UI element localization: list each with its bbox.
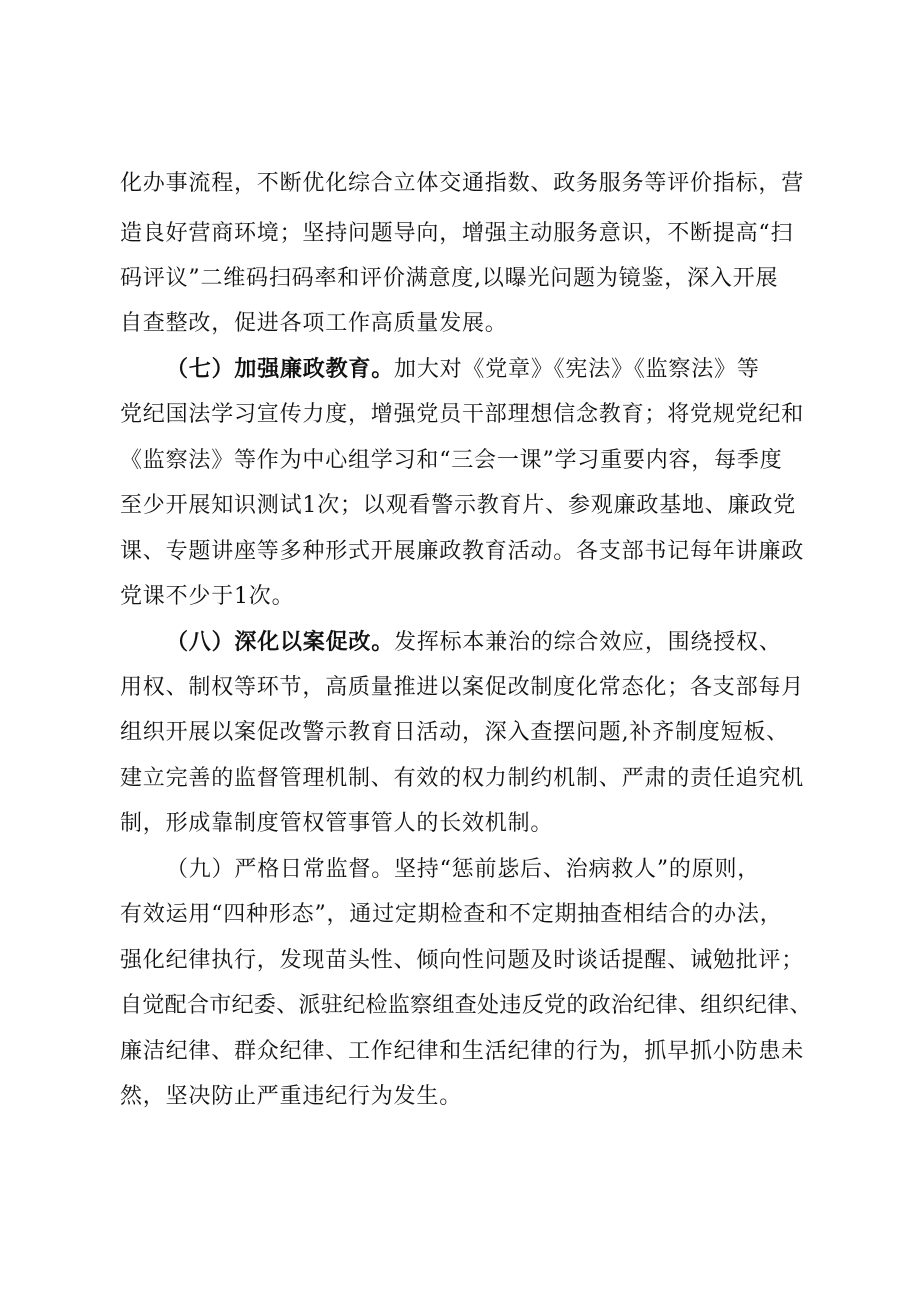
paragraph-line: 党纪国法学习宣传力度，增强党员干部理想信念教育；将党规党纪和 — [120, 402, 805, 427]
paragraph-line: 制，形成靠制度管权管事管人的长效机制。 — [120, 811, 554, 836]
paragraph-line: 然，坚决防止严重违纪行为发生。 — [120, 1084, 463, 1109]
paragraph-line: 课、专题讲座等多种形式开展廉政教育活动。各支部书记每年讲廉政 — [120, 539, 805, 564]
paragraph-line: 造良好营商环境；坚持问题导向，增强主动服务意识，不断提高“扫 — [120, 221, 794, 246]
paragraph-line: 廉洁纪律、群众纪律、工作纪律和生活纪律的行为，抓早抓小防患未 — [120, 1039, 805, 1064]
paragraph-line: 自觉配合市纪委、派驻纪检监察组查处违反党的政治纪律、组织纪律、 — [120, 993, 812, 1018]
paragraph-line: 有效运用“四种形态”，通过定期检查和不定期抽查相结合的办法， — [120, 902, 783, 927]
paragraph-line: 自查整改，促进各项工作高质量发展。 — [120, 311, 508, 336]
paragraph-line: 《监察法》等作为中心组学习和“三会一课”学习重要内容，每季度 — [120, 448, 783, 473]
section-8-heading: （八）深化以案促改。 — [166, 629, 395, 655]
paragraph-line: 至少开展知识测试1次；以观看警示教育片、参观廉政基地、廉政党 — [120, 493, 796, 518]
section-9-first-line: （九）严格日常监督。坚持“惩前毖后、治病救人”的原则， — [166, 857, 761, 882]
paragraph-line: 建立完善的监督管理机制、有效的权力制约机制、严肃的责任追究机 — [120, 766, 805, 791]
paragraph-line: 党课不少于1次。 — [120, 584, 295, 609]
section-8-text: 发挥标本兼治的综合效应，围绕授权、 — [394, 630, 782, 655]
section-7-first-line — [166, 354, 760, 385]
paragraph-line: 用权、制权等环节，高质量推进以案促改制度化常态化；各支部每月 — [120, 675, 805, 700]
paragraph-line: 强化纪律执行，发现苗头性、倾向性问题及时谈话提醒、诫勉批评； — [120, 948, 805, 973]
section-7-heading: （七）加强廉政教育。 — [166, 356, 395, 382]
section-7-text: 加大对《党章》《宪法》《监察法》等 — [394, 357, 760, 382]
paragraph-line: 组织开展以案促改警示教育日活动，深入查摆问题,补齐制度短板、 — [120, 720, 789, 745]
paragraph-line: 码评议”二维码扫码率和评价满意度,以曝光问题为镜鉴，深入开展 — [120, 266, 779, 291]
section-8-first-line — [166, 627, 782, 658]
paragraph-line: 化办事流程，不断优化综合立体交通指数、政务服务等评价指标，营 — [120, 171, 805, 196]
